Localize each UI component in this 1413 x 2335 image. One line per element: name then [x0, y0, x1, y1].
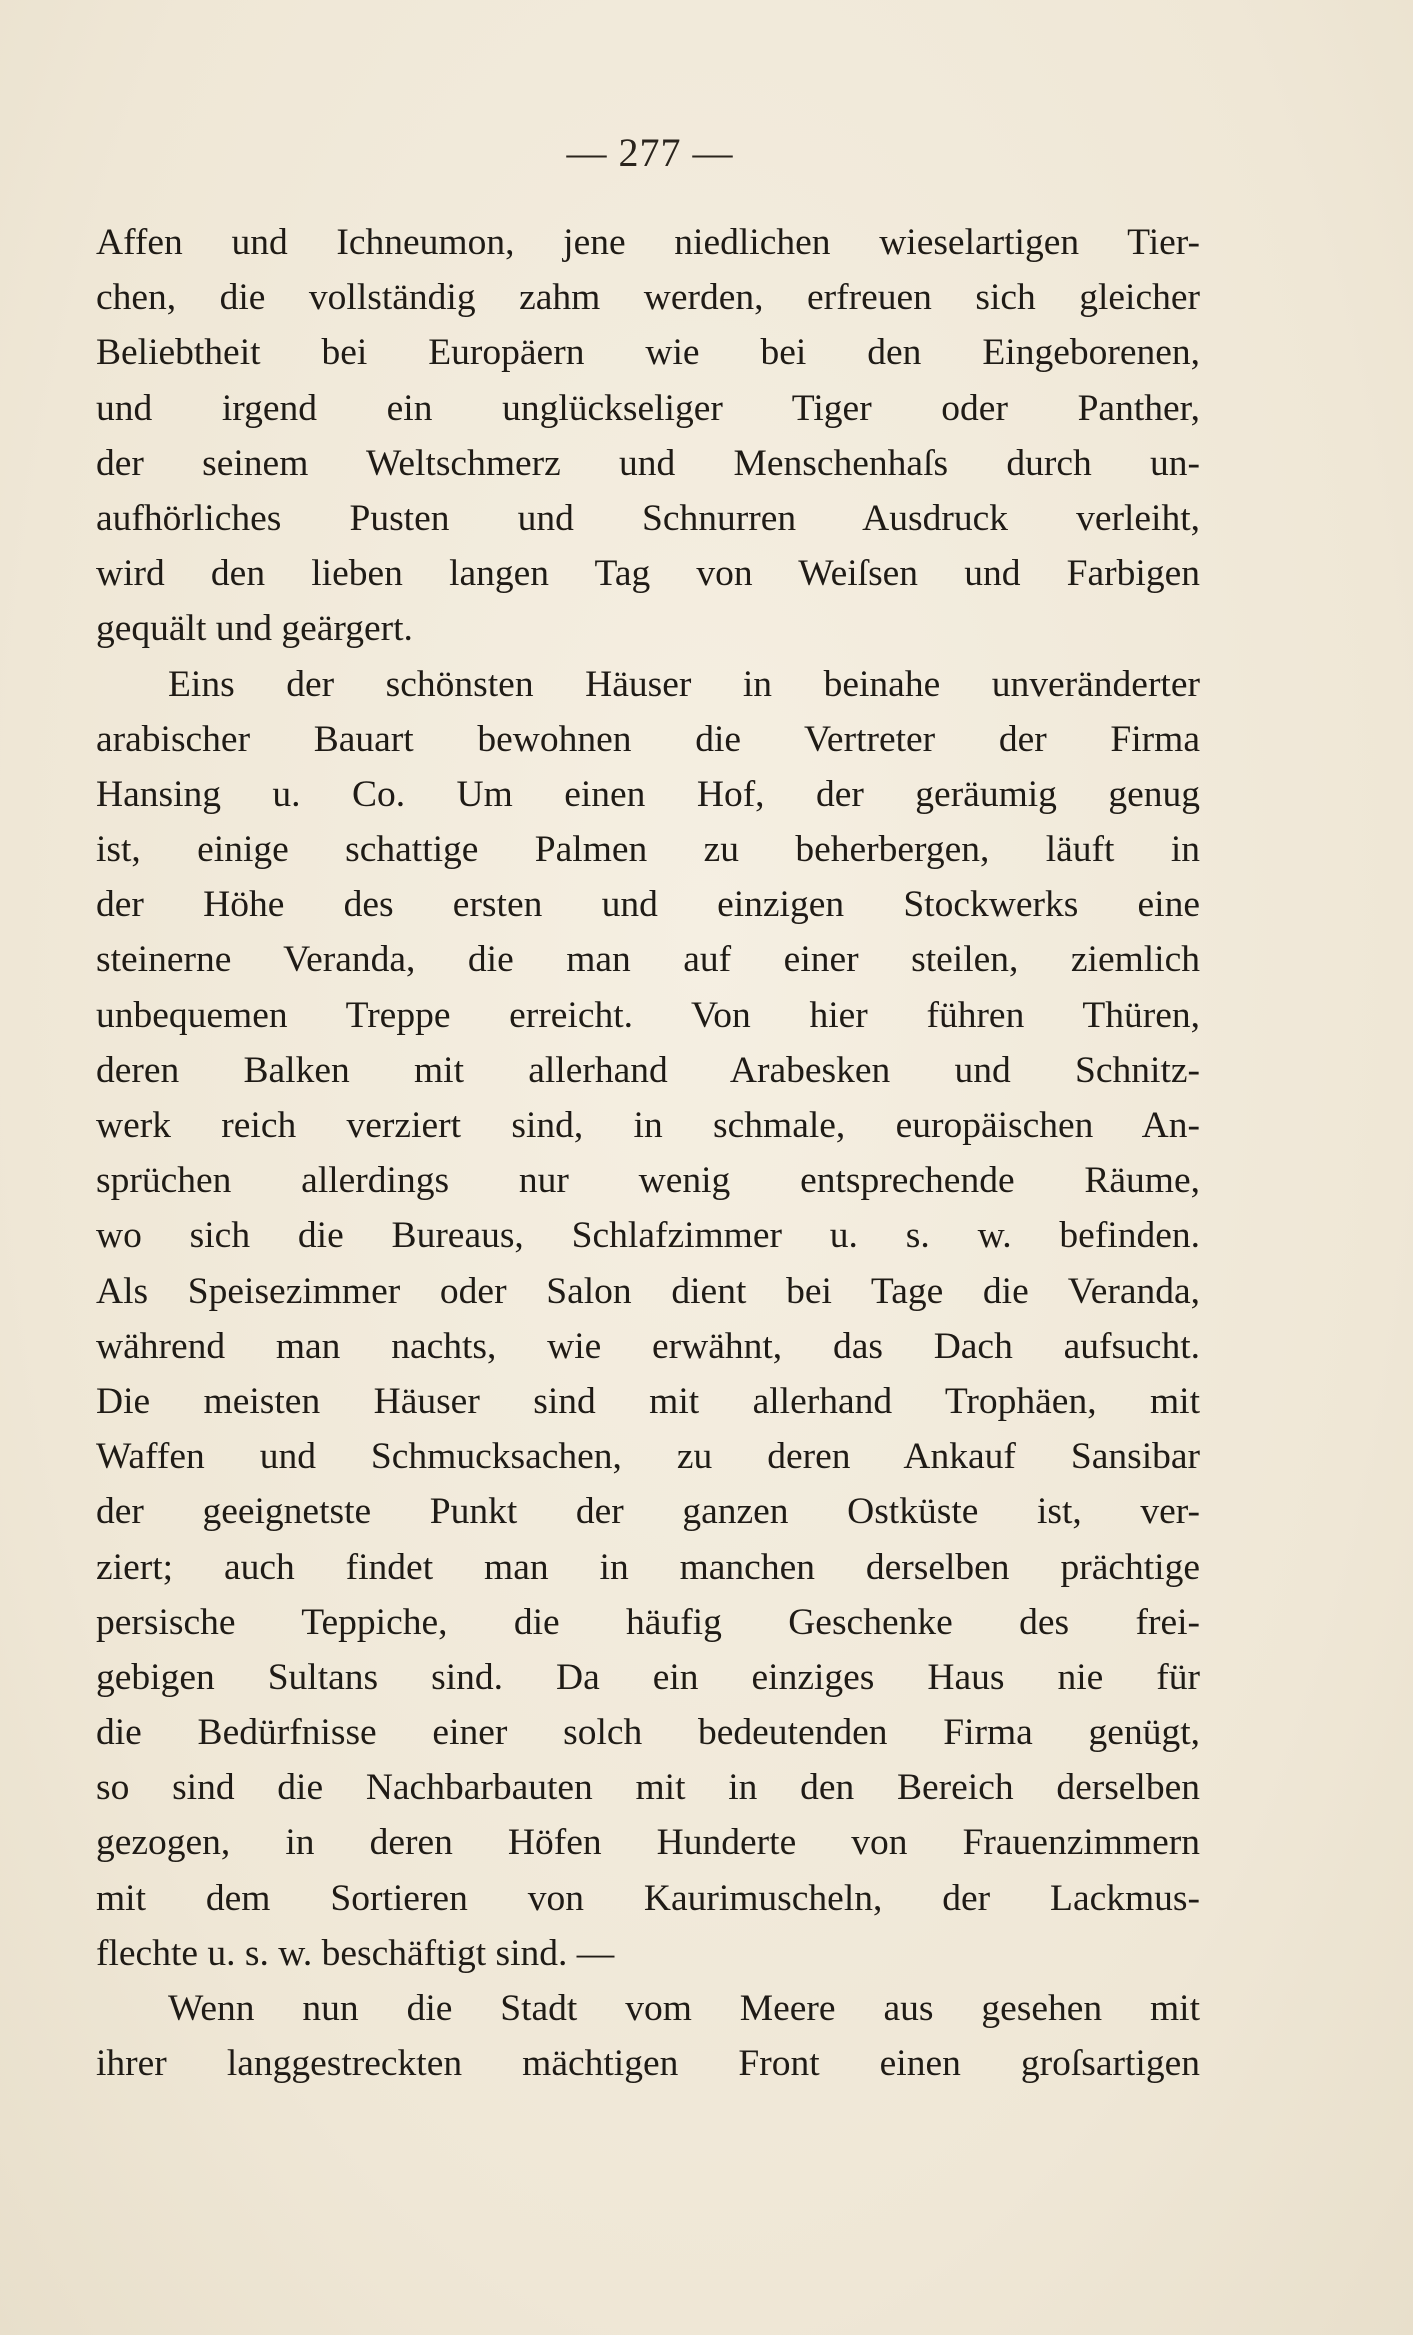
text-line: deren Balken mit allerhand Arabesken und Schnitz- — [96, 1049, 1200, 1091]
text-line: Waffen und Schmucksachen, zu deren Ankauf Sansibar — [96, 1436, 1200, 1478]
text-line: flechte u. s. w. beschäftigt sind. — — [96, 1932, 615, 1974]
text-line: gequält und geärgert. — [96, 608, 413, 650]
text-line: Als Speisezimmer oder Salon dient bei Tage die Veranda, — [96, 1270, 1200, 1312]
text-line: ist, einige schattige Palmen zu beherbergen, läuft in — [96, 829, 1200, 871]
text-line: die Bedürfnisse einer solch bedeutenden Firma genügt, — [96, 1712, 1200, 1754]
text-line: gebigen Sultans sind. Da ein einziges Haus nie für — [96, 1656, 1200, 1698]
text-line: Die meisten Häuser sind mit allerhand Trophäen, mit — [96, 1380, 1200, 1422]
text-line: während man nachts, wie erwähnt, das Dach aufsucht. — [96, 1325, 1200, 1367]
text-line: steinerne Veranda, die man auf einer steilen, ziemlich — [96, 939, 1200, 981]
text-line: chen, die vollständig zahm werden, erfreuen sich gleicher — [96, 277, 1200, 319]
text-line: werk reich verziert sind, in schmale, europäischen An- — [96, 1105, 1200, 1146]
text-line: der Höhe des ersten und einzigen Stockwerks eine — [96, 884, 1200, 926]
text-line: aufhörliches Pusten und Schnurren Ausdruck verleiht, — [96, 497, 1200, 539]
text-line: Hansing u. Co. Um einen Hof, der geräumig genug — [96, 773, 1200, 815]
text-line: wo sich die Bureaus, Schlafzimmer u. s. w. befinden. — [96, 1215, 1200, 1257]
text-line: ihrer langgestreckten mächtigen Front einen groſsartigen — [96, 2043, 1200, 2085]
text-line: der geeignetste Punkt der ganzen Ostküste ist, ver- — [96, 1491, 1200, 1533]
text-line: so sind die Nachbarbauten mit in den Bereich derselben — [96, 1767, 1200, 1809]
text-line: Affen und Ichneumon, jene niedlichen wieselartigen Tier- — [96, 222, 1200, 263]
text-line: und irgend ein unglückseliger Tiger oder Panther, — [96, 387, 1200, 429]
text-line: Eins der schönsten Häuser in beinahe unveränderter — [168, 663, 1200, 705]
body-text — [96, 215, 1200, 2091]
text-line: mit dem Sortieren von Kaurimuscheln, der Lackmus- — [96, 1877, 1200, 1919]
text-line: wird den lieben langen Tag von Weiſsen und Farbigen — [96, 553, 1200, 595]
text-line: Wenn nun die Stadt vom Meere aus gesehen mit — [168, 1988, 1200, 2029]
page-number: — 277 — — [566, 130, 734, 175]
text-line: sprüchen allerdings nur wenig entsprechende Räume, — [96, 1160, 1200, 1202]
text-line: ziert; auch findet man in manchen derselben prächtige — [96, 1546, 1200, 1588]
text-line: unbequemen Treppe erreicht. Von hier führen Thüren, — [96, 994, 1200, 1036]
text-line: persische Teppiche, die häufig Geschenke des frei- — [96, 1601, 1200, 1643]
text-line: Beliebtheit bei Europäern wie bei den Eingeborenen, — [96, 332, 1200, 374]
text-line: gezogen, in deren Höfen Hunderte von Frauenzimmern — [96, 1822, 1200, 1864]
text-line: arabischer Bauart bewohnen die Vertreter der Firma — [96, 718, 1200, 760]
text-line: der seinem Weltschmerz und Menschenhaſs durch un- — [96, 442, 1200, 484]
